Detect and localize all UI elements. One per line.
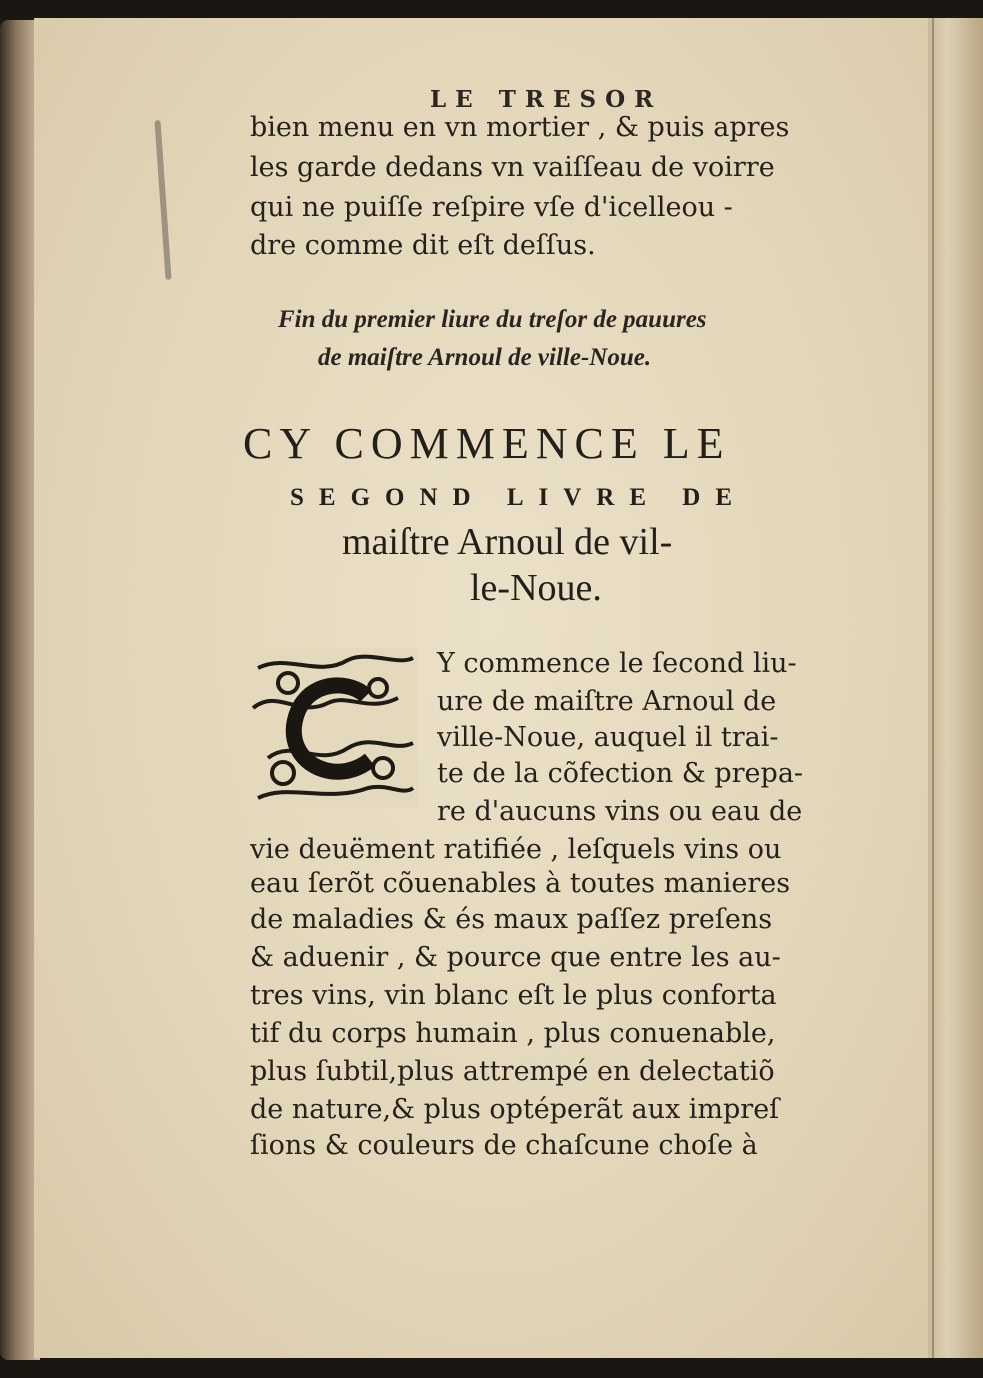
body-line: ure de maiſtre Arnoul de	[437, 686, 777, 717]
text-line: bien menu en vn mortier , & puis apres	[250, 112, 790, 143]
page-crease	[932, 18, 934, 1358]
body-line: tif du corps humain , plus conuenable,	[250, 1018, 776, 1049]
body-line: ville-Noue, auquel il trai-	[437, 722, 779, 753]
body-line: eau ſerõt cõuenables à toutes manieres	[250, 868, 791, 899]
body-line: re d'aucuns vins ou eau de	[437, 796, 803, 827]
text-line: les garde dedans vn vaiſſeau de voirre	[250, 152, 775, 183]
initial-letter: C	[322, 758, 323, 759]
text-line: dre comme dit eſt deſſus.	[250, 230, 596, 261]
section-heading-sub: SEGOND LIVRE DE	[290, 484, 747, 511]
body-line: de nature,& plus optéperãt aux impreſ	[250, 1094, 780, 1125]
running-head: LE TRESOR	[430, 86, 663, 113]
text-line: qui ne puiſſe reſpire vſe d'icelleou -	[250, 192, 733, 223]
decorated-initial	[248, 648, 418, 808]
colophon-line: Fin du premier liure du treſor de pauures	[278, 306, 707, 333]
body-line: plus ſubtil,plus attrempé en delectatiõ	[250, 1056, 775, 1087]
body-line: tres vins, vin blanc eſt le plus conforta	[250, 980, 777, 1011]
section-heading-name: le-Noue.	[470, 567, 602, 609]
section-heading-name: maiſtre Arnoul de vil-	[342, 521, 673, 563]
body-line: ſions & couleurs de chaſcune choſe à	[250, 1130, 758, 1161]
body-line: & aduenir , & pource que entre les au-	[250, 942, 781, 973]
colophon-line: de maiſtre Arnoul de ville-Noue.	[318, 344, 652, 371]
body-line: de maladies & és maux paſſez preſens	[250, 904, 773, 935]
book-gutter	[928, 18, 983, 1358]
body-line: vie deuëment ratifiée , leſquels vins ou	[250, 834, 782, 865]
section-heading: CY COMMENCE LE	[243, 419, 731, 468]
body-line: te de la cõfection & prepa-	[437, 758, 804, 789]
body-line: Y commence le ſecond liu-	[437, 648, 797, 679]
